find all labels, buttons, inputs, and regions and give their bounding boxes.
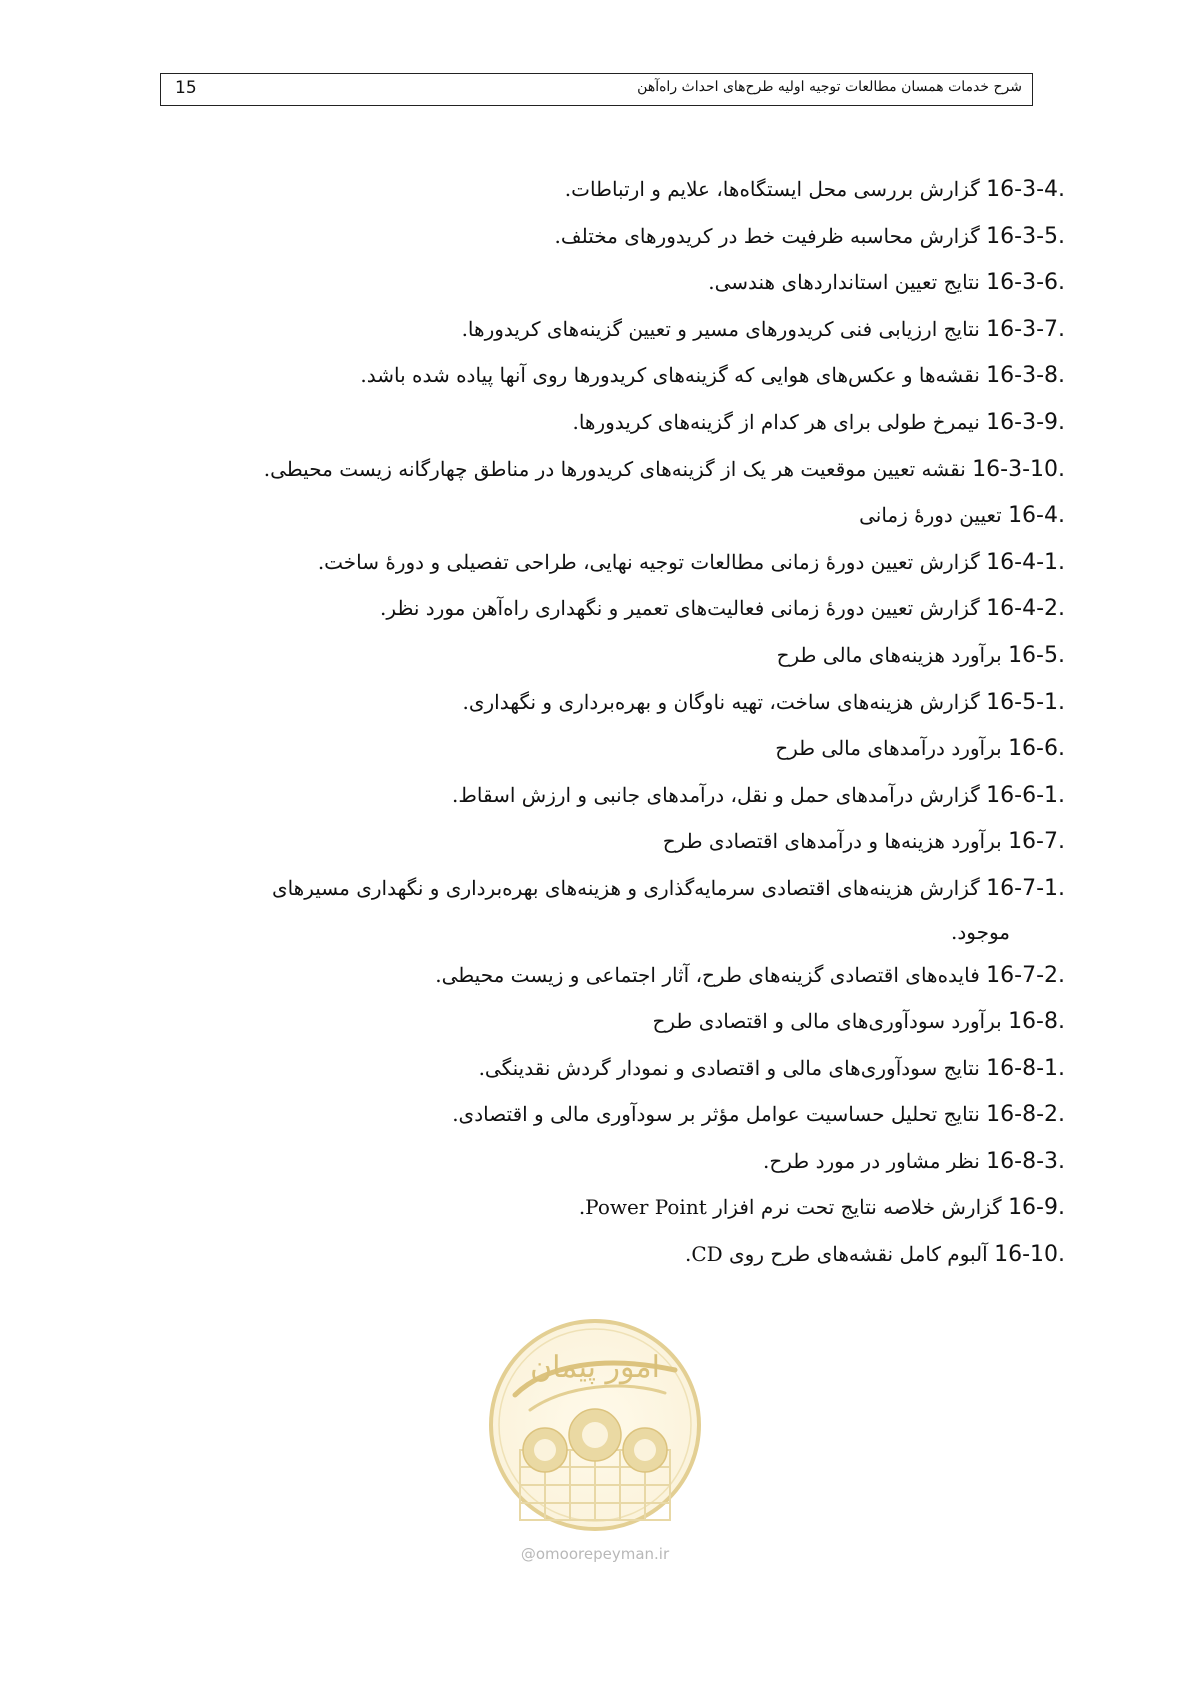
watermark — [485, 1315, 705, 1565]
toc-line-number: 16-4-2. — [986, 596, 1065, 622]
toc-line-text: گزارش هزینه‌های ساخت، تهیه ناوگان و بهره‌برداری و نگهداری. — [462, 689, 987, 714]
toc-line-text: موجود. — [950, 919, 1010, 944]
toc-line-text: برآورد درآمدهای مالی طرح — [775, 736, 1009, 761]
toc-line-number: 16-3-7. — [986, 316, 1065, 342]
toc-line — [105, 952, 1065, 999]
toc-line-text: نتایج تعیین استانداردهای هندسی. — [708, 270, 987, 295]
toc-line-text: فایده‌های اقتصادی گزینه‌های طرح، آثار اجتماعی و زیست محیطی. — [435, 962, 987, 987]
toc-line-text: نظر مشاور در مورد طرح. — [762, 1148, 987, 1173]
toc-line-number: 16-3-9. — [986, 409, 1065, 435]
toc-line — [105, 998, 1065, 1045]
toc-line-number: 16-5. — [1008, 642, 1065, 668]
toc-line-number: 16-4. — [1008, 503, 1065, 529]
toc-line-text: برآورد هزینه‌های مالی طرح — [776, 642, 1009, 667]
toc-line-number: 16-7-2. — [986, 962, 1065, 988]
watermark-logo — [485, 1315, 705, 1540]
toc-line-number: 16-3-8. — [986, 363, 1065, 389]
toc-line — [105, 865, 1065, 912]
toc-line-number: 16-8-3. — [986, 1148, 1065, 1174]
toc-line-text: گزارش تعیین دورهٔ زمانی فعالیت‌های تعمیر و نگهداری راه‌آهن مورد نظر. — [380, 596, 987, 621]
toc-line — [105, 352, 1065, 399]
toc-line-number: 16-8. — [1008, 1009, 1065, 1035]
toc-line — [105, 1231, 1065, 1278]
toc-line — [105, 446, 1065, 493]
toc-line-text: نتایج تحلیل حساسیت عوامل مؤثر بر سودآوری مالی و اقتصادی. — [452, 1102, 987, 1127]
toc-line-text: گزارش تعیین دورهٔ زمانی مطالعات توجیه نهایی، طراحی تفصیلی و دورهٔ ساخت. — [317, 549, 987, 574]
toc-line-number: 16-5-1. — [986, 689, 1065, 715]
toc-line-text: برآورد سودآوری‌های مالی و اقتصادی طرح — [652, 1009, 1009, 1034]
toc-line-number: 16-3-5. — [986, 223, 1065, 249]
toc-line-text: آلبوم کامل نقشه‌های طرح روی CD. — [684, 1242, 995, 1267]
toc-line-number: 16-6-1. — [986, 782, 1065, 808]
page-header — [160, 73, 1033, 106]
toc-line — [105, 1184, 1065, 1231]
toc-line — [105, 1045, 1065, 1092]
toc-line — [105, 306, 1065, 353]
toc-line — [105, 1138, 1065, 1185]
toc-line — [105, 1091, 1065, 1138]
document-title: شرح خدمات همسان مطالعات توجیه اولیه طرح‌های احداث راه‌آهن — [637, 79, 1022, 95]
toc-line-text: گزارش خلاصه نتایج تحت نرم افزار Power Point. — [578, 1195, 1009, 1220]
toc-line-text: نیمرخ طولی برای هر کدام از گزینه‌های کریدورها. — [572, 409, 987, 434]
toc-line — [105, 585, 1065, 632]
toc-line-text: نتایج ارزیابی فنی کریدورهای مسیر و تعیین گزینه‌های کریدورها. — [461, 316, 987, 341]
toc-line-number: 16-7. — [1008, 829, 1065, 855]
toc-line-number: 16-6. — [1008, 736, 1065, 762]
toc-line-number: 16-7-1. — [986, 875, 1065, 901]
toc-line-text: نتایج سودآوری‌های مالی و اقتصادی و نمودار گردش نقدینگی. — [478, 1055, 987, 1080]
toc-line — [105, 818, 1065, 865]
watermark-logo-text: امور پیمان — [530, 1350, 660, 1385]
toc-line — [105, 772, 1065, 819]
toc-line-number: 16-9. — [1008, 1195, 1065, 1221]
toc-line-number: 16-8-1. — [986, 1055, 1065, 1081]
toc-line — [105, 492, 1065, 539]
toc-line-number: 16-3-10. — [972, 456, 1065, 482]
toc-line — [105, 725, 1065, 772]
toc-line — [105, 912, 1065, 952]
toc-line-number: 16-3-4. — [986, 177, 1065, 202]
toc-line — [105, 166, 1065, 213]
toc-line — [105, 632, 1065, 679]
toc-line-text: برآورد هزینه‌ها و درآمدهای اقتصادی طرح — [662, 829, 1009, 854]
table-of-contents — [105, 166, 1065, 1278]
page-number: 15 — [175, 78, 197, 98]
toc-line-text: گزارش بررسی محل ایستگاه‌ها، علایم و ارتباطات. — [564, 177, 987, 201]
toc-line-number: 16-3-6. — [986, 270, 1065, 296]
toc-line-text: تعیین دورهٔ زمانی — [859, 503, 1009, 528]
toc-line-text: نقشه‌ها و عکس‌های هوایی که گزینه‌های کریدورها روی آنها پیاده شده باشد. — [360, 363, 987, 388]
toc-line-text: گزارش درآمدهای حمل و نقل، درآمدهای جانبی و ارزش اسقاط. — [452, 782, 987, 807]
toc-line-text: گزارش هزینه‌های اقتصادی سرمایه‌گذاری و هزینه‌های بهره‌برداری و نگهداری مسیرهای — [271, 875, 987, 900]
toc-line — [105, 399, 1065, 446]
toc-line — [105, 539, 1065, 586]
toc-line — [105, 259, 1065, 306]
toc-line-number: 16-4-1. — [986, 549, 1065, 575]
toc-line-text: نقشه تعیین موقعیت هر یک از گزینه‌های کریدورها در مناطق چهارگانه زیست محیطی. — [263, 456, 973, 481]
toc-line-text: گزارش محاسبه ظرفیت خط در کریدورهای مختلف. — [554, 223, 987, 248]
toc-line-number: 16-10. — [994, 1242, 1065, 1268]
toc-line — [105, 213, 1065, 260]
watermark-url: @omoorepeyman.ir — [520, 1545, 670, 1563]
toc-line — [105, 679, 1065, 726]
toc-line-number: 16-8-2. — [986, 1102, 1065, 1128]
